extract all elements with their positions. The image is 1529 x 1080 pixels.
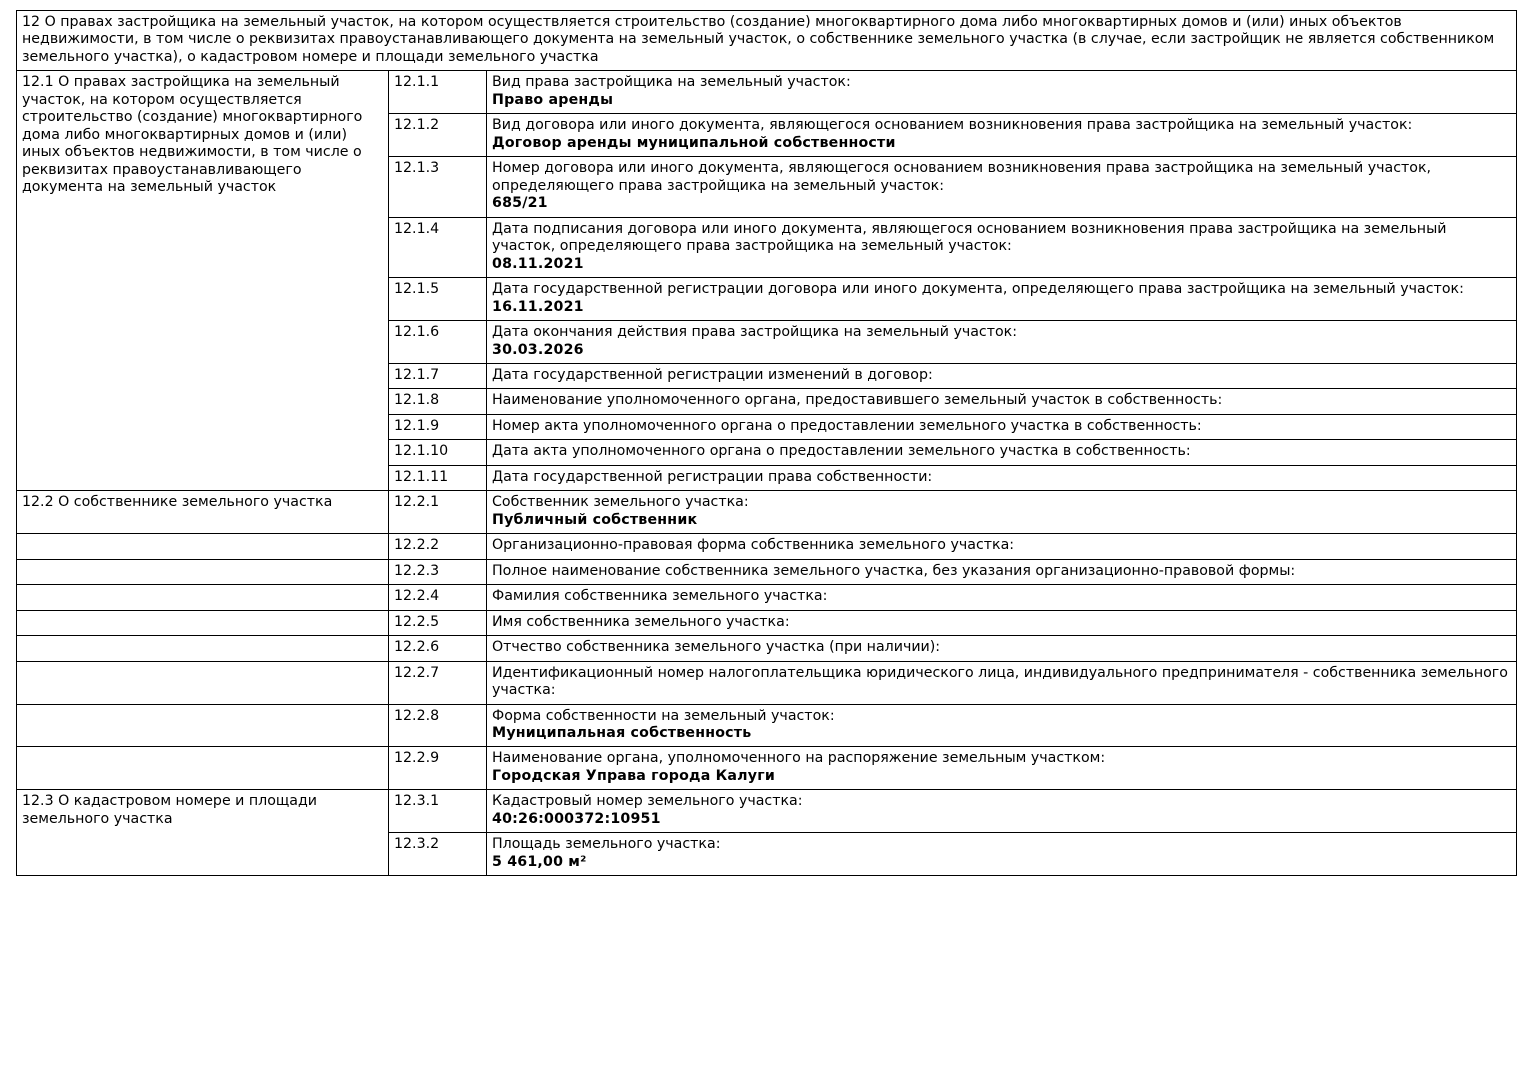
row-label: Наименование уполномоченного органа, предоставившего земельный участок в собственность: bbox=[492, 392, 1223, 409]
row-code: 12.1.10 bbox=[389, 440, 487, 465]
row-content bbox=[487, 114, 1517, 157]
group-spacer bbox=[17, 610, 389, 635]
row-label: Дата государственной регистрации права собственности: bbox=[492, 468, 933, 485]
row-value: 30.03.2026 bbox=[492, 341, 584, 358]
row-content bbox=[487, 491, 1517, 534]
row-code: 12.2.9 bbox=[389, 747, 487, 790]
table-row bbox=[17, 71, 1517, 114]
row-content bbox=[487, 465, 1517, 490]
row-code: 12.3.2 bbox=[389, 833, 487, 876]
row-content bbox=[487, 636, 1517, 661]
group-spacer bbox=[17, 704, 389, 747]
row-label: Дата акта уполномоченного органа о предоставлении земельного участка в собственность: bbox=[492, 443, 1191, 460]
row-code: 12.1.7 bbox=[389, 363, 487, 388]
row-code: 12.1.3 bbox=[389, 157, 487, 217]
row-content bbox=[487, 389, 1517, 414]
row-content bbox=[487, 790, 1517, 833]
table-row bbox=[17, 790, 1517, 833]
table-row bbox=[17, 610, 1517, 635]
table-row bbox=[17, 534, 1517, 559]
row-code: 12.2.7 bbox=[389, 661, 487, 704]
row-label: Наименование органа, уполномоченного на распоряжение земельным участком: bbox=[492, 750, 1106, 767]
row-code: 12.1.2 bbox=[389, 114, 487, 157]
group-spacer bbox=[17, 559, 389, 584]
row-label: Полное наименование собственника земельного участка, без указания организационно-правовой формы: bbox=[492, 562, 1296, 579]
row-content bbox=[487, 217, 1517, 277]
row-code: 12.2.5 bbox=[389, 610, 487, 635]
row-content bbox=[487, 833, 1517, 876]
row-code: 12.1.9 bbox=[389, 414, 487, 439]
row-label: Площадь земельного участка: bbox=[492, 836, 721, 853]
row-code: 12.1.5 bbox=[389, 278, 487, 321]
table-row bbox=[17, 747, 1517, 790]
table-row bbox=[17, 661, 1517, 704]
row-content bbox=[487, 661, 1517, 704]
table-row bbox=[17, 559, 1517, 584]
row-content bbox=[487, 71, 1517, 114]
row-code: 12.1.4 bbox=[389, 217, 487, 277]
row-value: 08.11.2021 bbox=[492, 255, 584, 272]
row-label: Отчество собственника земельного участка (при наличии): bbox=[492, 639, 941, 656]
land-plot-rights-table bbox=[16, 10, 1517, 876]
group-spacer bbox=[17, 747, 389, 790]
row-code: 12.2.4 bbox=[389, 585, 487, 610]
row-label: Дата государственной регистрации изменений в договор: bbox=[492, 366, 933, 383]
table-row bbox=[17, 491, 1517, 534]
row-content bbox=[487, 610, 1517, 635]
row-value: 40:26:000372:10951 bbox=[492, 810, 661, 827]
row-content bbox=[487, 704, 1517, 747]
row-value: Публичный собственник bbox=[492, 511, 698, 528]
row-code: 12.2.3 bbox=[389, 559, 487, 584]
row-label: Собственник земельного участка: bbox=[492, 494, 749, 511]
row-content bbox=[487, 747, 1517, 790]
group-spacer bbox=[17, 585, 389, 610]
row-label: Дата государственной регистрации договора или иного документа, определяющего права застройщика на земельный участок: bbox=[492, 281, 1464, 298]
group-spacer bbox=[17, 661, 389, 704]
row-content bbox=[487, 559, 1517, 584]
group-title-12-2: 12.2 О собственнике земельного участка bbox=[17, 491, 389, 534]
row-code: 12.3.1 bbox=[389, 790, 487, 833]
row-code: 12.1.11 bbox=[389, 465, 487, 490]
table-row bbox=[17, 636, 1517, 661]
row-label: Номер акта уполномоченного органа о предоставлении земельного участка в собственность: bbox=[492, 417, 1202, 434]
row-code: 12.2.1 bbox=[389, 491, 487, 534]
row-content bbox=[487, 157, 1517, 217]
row-code: 12.2.6 bbox=[389, 636, 487, 661]
row-value: Право аренды bbox=[492, 91, 614, 108]
row-content bbox=[487, 534, 1517, 559]
row-label: Вид договора или иного документа, являющегося основанием возникновения права застройщика на земельный участок: bbox=[492, 117, 1413, 134]
group-spacer bbox=[17, 534, 389, 559]
row-value: 16.11.2021 bbox=[492, 298, 584, 315]
row-label: Кадастровый номер земельного участка: bbox=[492, 793, 803, 810]
table-row bbox=[17, 585, 1517, 610]
table-row bbox=[17, 704, 1517, 747]
row-content bbox=[487, 363, 1517, 388]
row-label: Организационно-правовая форма собственника земельного участка: bbox=[492, 537, 1015, 554]
table-row-section-header bbox=[17, 11, 1517, 71]
row-label: Номер договора или иного документа, являющегося основанием возникновения права застройщика на земельный участок, определяющего права застройщика на земельный участок: bbox=[492, 160, 1432, 194]
row-value: Городская Управа города Калуги bbox=[492, 767, 775, 784]
row-code: 12.1.8 bbox=[389, 389, 487, 414]
row-value: Договор аренды муниципальной собственности bbox=[492, 134, 896, 151]
group-spacer bbox=[17, 636, 389, 661]
row-label: Идентификационный номер налогоплательщика юридического лица, индивидуального предпринимателя - собственника земельного участка: bbox=[492, 664, 1508, 699]
row-content bbox=[487, 414, 1517, 439]
row-value: 5 461,00 м² bbox=[492, 853, 587, 870]
row-code: 12.2.2 bbox=[389, 534, 487, 559]
row-content bbox=[487, 278, 1517, 321]
group-title-12-1: 12.1 О правах застройщика на земельный участок, на котором осуществляется строительство (создание) многоквартирного дома либо многоквартирных домов и (или) иных объектов недвижимости, в том числе о реквизитах правоустанавливающего документа на земельный участок bbox=[17, 71, 389, 491]
row-label: Имя собственника земельного участка: bbox=[492, 613, 790, 630]
row-code: 12.1.6 bbox=[389, 321, 487, 364]
row-label: Фамилия собственника земельного участка: bbox=[492, 588, 828, 605]
row-content bbox=[487, 440, 1517, 465]
row-label: Форма собственности на земельный участок: bbox=[492, 707, 835, 724]
row-label: Дата окончания действия права застройщика на земельный участок: bbox=[492, 324, 1018, 341]
row-value: 685/21 bbox=[492, 195, 548, 212]
table-body bbox=[17, 11, 1517, 876]
row-label: Вид права застройщика на земельный участок: bbox=[492, 74, 851, 91]
row-code: 12.1.1 bbox=[389, 71, 487, 114]
row-code: 12.2.8 bbox=[389, 704, 487, 747]
row-content bbox=[487, 585, 1517, 610]
row-content bbox=[487, 321, 1517, 364]
row-label: Дата подписания договора или иного документа, являющегося основанием возникновения права застройщика на земельный участок, определяющего права застройщика на земельный участок: bbox=[492, 220, 1447, 255]
row-value: Муниципальная собственность bbox=[492, 725, 752, 741]
group-title-12-3: 12.3 О кадастровом номере и площади земельного участка bbox=[17, 790, 389, 876]
section-header: 12 О правах застройщика на земельный участок, на котором осуществляется строительство (создание) многоквартирного дома либо многоквартирных домов и (или) иных объектов недвижимости, в том числе о реквизитах правоустанавливающего документа на земельный участок, о собственнике земельного участка (в случае, если застройщик не является собственником земельного участка), о кадастровом номере и площади земельного участка bbox=[17, 11, 1517, 71]
